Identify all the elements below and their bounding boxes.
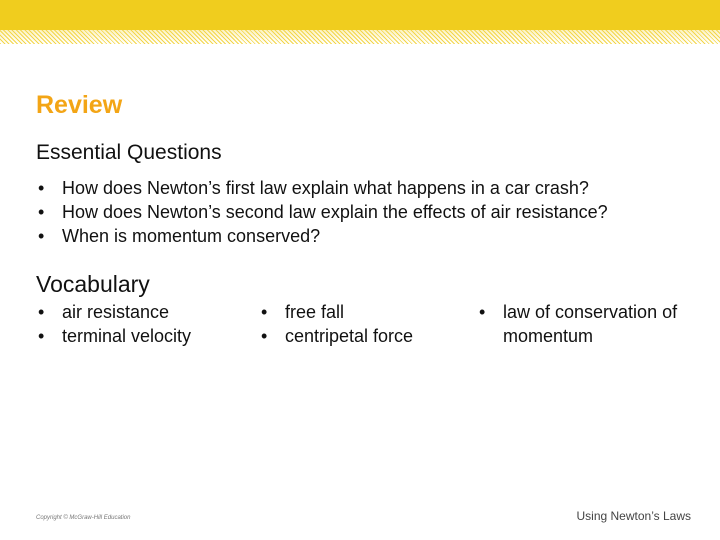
bullet-icon: • bbox=[38, 226, 45, 246]
vocabulary-term: free fall bbox=[285, 302, 345, 322]
vocabulary-term: air resistance bbox=[62, 302, 170, 322]
list-item bbox=[36, 224, 608, 248]
bullet-icon: • bbox=[38, 302, 45, 322]
bullet-icon: • bbox=[38, 178, 45, 198]
essential-questions-list bbox=[36, 176, 608, 248]
slide-title: Review bbox=[36, 91, 123, 119]
question-text: How does Newton’s second law explain the effects of air resistance? bbox=[62, 202, 608, 222]
list-item bbox=[36, 324, 236, 348]
vocabulary-heading: Vocabulary bbox=[36, 271, 150, 297]
copyright-notice: Copyright © McGraw-Hill Education bbox=[36, 515, 131, 521]
vocabulary-term: terminal velocity bbox=[62, 326, 192, 346]
vocabulary-column-3 bbox=[477, 300, 687, 348]
footer-section-title: Using Newton’s Laws bbox=[576, 509, 691, 523]
bullet-icon: • bbox=[261, 326, 268, 346]
vocabulary-term: law of conservation of momentum bbox=[503, 302, 678, 346]
bullet-icon: • bbox=[261, 302, 268, 322]
header-band bbox=[0, 0, 720, 30]
bullet-icon: • bbox=[479, 302, 486, 322]
essential-questions-heading: Essential Questions bbox=[36, 141, 222, 164]
bullet-icon: • bbox=[38, 202, 45, 222]
list-item bbox=[477, 300, 687, 348]
vocabulary-column-2 bbox=[259, 300, 459, 348]
list-item bbox=[36, 200, 608, 224]
list-item bbox=[259, 324, 459, 348]
bullet-icon: • bbox=[38, 326, 45, 346]
list-item bbox=[36, 300, 236, 324]
vocabulary-term: centripetal force bbox=[285, 326, 414, 346]
question-text: When is momentum conserved? bbox=[62, 226, 321, 246]
question-text: How does Newton’s first law explain what happens in a car crash? bbox=[62, 178, 589, 198]
list-item bbox=[36, 176, 608, 200]
vocabulary-column-1 bbox=[36, 300, 236, 348]
header-hatch-band bbox=[0, 30, 720, 44]
list-item bbox=[259, 300, 459, 324]
